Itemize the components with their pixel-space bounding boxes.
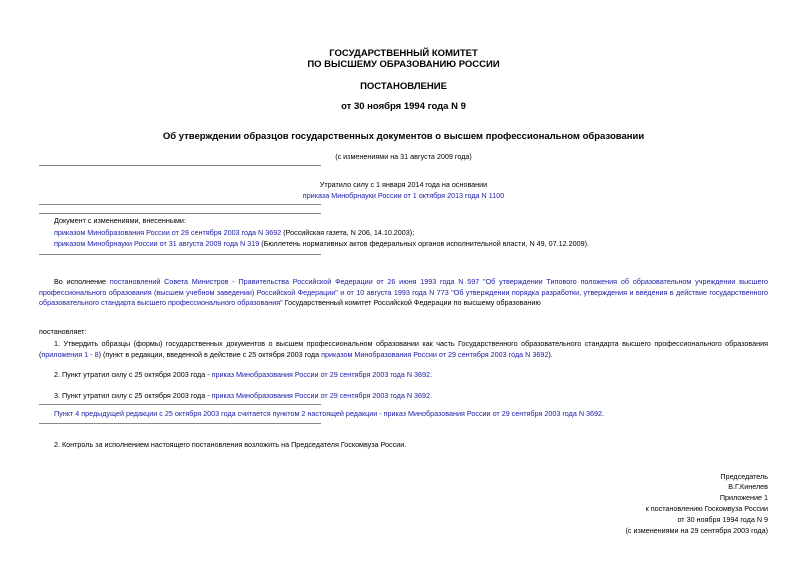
point-4-note-end: . — [602, 409, 605, 418]
point-4-note — [54, 409, 604, 418]
point-3-text: 3. Пункт утратил силу с 25 октября 2003 года - — [54, 391, 212, 400]
point-1 — [39, 339, 768, 360]
divider — [39, 423, 321, 424]
point-3-link[interactable]: приказ Минобразования России от 29 сентября 2003 года N 3692 — [211, 391, 431, 400]
changes-item-2-link[interactable]: приказом Минобрнауки России от 31 августа 2009 года N 319 — [54, 239, 260, 248]
changes-item-1-link[interactable]: приказом Минобразования России от 29 сентября 2003 года N 3692 — [54, 228, 282, 237]
changes-item-1 — [54, 228, 414, 237]
divider — [39, 204, 321, 205]
appendix-line-2: от 30 ноября 1994 года N 9 — [677, 515, 768, 524]
divider — [39, 213, 321, 214]
point-2-end: . — [430, 370, 433, 379]
signature-name: В.Г.Кинелев — [728, 482, 768, 491]
point-2-link[interactable]: приказ Минобразования России от 29 сентября 2003 года N 3692 — [211, 370, 431, 379]
changes-item-2 — [54, 239, 589, 248]
point-1-end: ). — [548, 349, 553, 359]
changes-item-2-tail: (Бюллетень нормативных актов федеральных органов исполнительной власти, N 49, 07.12.2009). — [259, 239, 589, 248]
appendix-line-3: (с изменениями на 29 сентября 2003 года) — [625, 526, 768, 535]
point-3-end: . — [430, 391, 433, 400]
signature-position: Председатель — [720, 472, 768, 481]
document-date-number: от 30 ноября 1994 года N 9 — [341, 101, 466, 112]
point-3 — [54, 391, 432, 400]
point-4-note-text: с 25 октября 2003 года считается пунктом 2 настоящей редакции - — [157, 409, 384, 418]
point-4-order-link[interactable]: приказ Минобразования России от 29 сентября 2003 года N 3692 — [383, 409, 603, 418]
point-control: 2. Контроль за исполнением настоящего постановления возложить на Председателя Госкомвуза России. — [54, 440, 407, 449]
appendix-line-1: к постановлению Госкомвуза России — [645, 504, 768, 513]
appendices-link[interactable]: приложения 1 - 8 — [41, 349, 99, 359]
document-title: Об утверждении образцов государственных документов о высшем профессиональном образовании — [162, 131, 645, 142]
divider — [39, 165, 321, 166]
amendments-note: (с изменениями на 31 августа 2009 года) — [335, 152, 472, 161]
document-type: ПОСТАНОВЛЕНИЕ — [360, 81, 447, 92]
divider — [39, 254, 321, 255]
order-3692-link[interactable]: приказом Минобразования России от 29 сентября 2003 года N 3692 — [321, 349, 549, 359]
appendix-label: Приложение 1 — [719, 493, 768, 502]
point-1-text: 1. Утвердить образцы (формы) государственных документов о высшем профессиональном образовании как часть Государственного образовательного стандарта высшего профессионального образования ( — [39, 339, 768, 359]
point-2 — [54, 370, 432, 379]
expired-text: Утратило силу с 1 января 2014 года на основании — [319, 180, 488, 189]
point-2-text: 2. Пункт утратил силу с 25 октября 2003 года - — [54, 370, 212, 379]
point-1-mid: ) (пункт в редакции, введенной в действие с 25 октября 2003 года — [98, 349, 322, 359]
resolves-label: постановляет: — [39, 327, 87, 336]
committee-name-line2: ПО ВЫСШЕМУ ОБРАЗОВАНИЮ РОССИИ — [307, 59, 500, 70]
committee-name-line1: ГОСУДАРСТВЕННЫЙ КОМИТЕТ — [329, 48, 478, 59]
divider — [39, 404, 321, 405]
changes-item-1-tail: (Российская газета, N 206, 14.10.2003); — [281, 228, 415, 237]
expired-link[interactable]: приказа Минобрнауки России от 1 октября 2013 года N 1100 — [302, 191, 505, 200]
preamble-lead: Во исполнение — [54, 277, 110, 286]
preamble-paragraph — [39, 277, 768, 309]
previous-edition-link[interactable]: Пункт 4 предыдущей редакции — [54, 409, 158, 418]
preamble-tail: Государственный комитет Российской Федерации по высшему образованию — [282, 298, 541, 307]
preamble-link[interactable]: постановлений Совета Министров - Правительства Российской Федерации от 26 июня 1993 года N 597 "Об утверждении Типового положения об образовательном учреждении высшего профессионального образования (высшем учебном заведении) Российской Федерации" — [39, 277, 768, 297]
changes-intro: Документ с изменениями, внесенными: — [54, 216, 186, 225]
preamble-mid-link[interactable]: и от 10 августа 1993 года N 773 "Об утверждении порядка разработки, утверждения и введения в действие государственного образовательного стандарта высшего профессионального образования" — [39, 287, 768, 307]
